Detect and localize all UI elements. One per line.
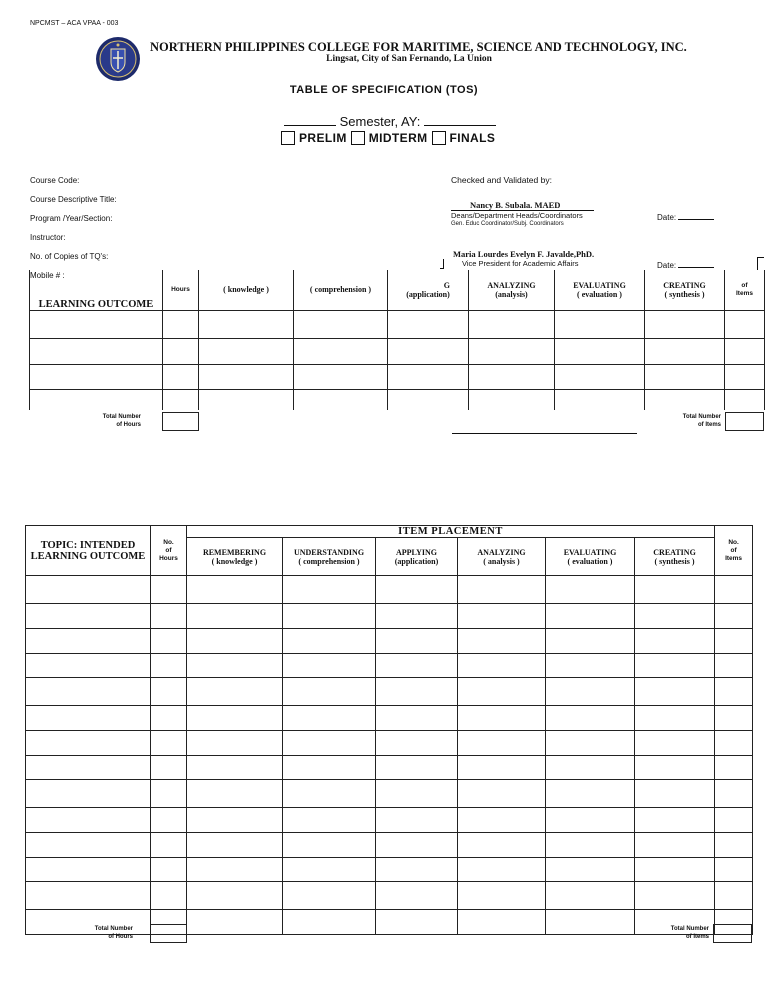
table-cell[interactable] [376, 604, 458, 629]
signer1-sub: Gen. Educ Coordinator/Subj. Coordinators [451, 221, 564, 227]
tos-table-1-body [30, 310, 765, 410]
bloom-level: EVALUATING [563, 547, 617, 557]
table-cell[interactable] [388, 338, 469, 364]
bloom-header-1 [199, 270, 294, 310]
topic-header [30, 270, 163, 310]
table-cell[interactable] [151, 706, 187, 731]
table-cell[interactable] [187, 756, 283, 780]
total-items-line1: Total Number [670, 926, 709, 932]
course-code-field: Course Code: [30, 176, 80, 185]
course-title-field: Course Descriptive Title: [30, 195, 117, 204]
table-cell[interactable] [26, 833, 151, 858]
table-cell[interactable] [151, 833, 187, 858]
table-cell[interactable] [376, 654, 458, 678]
finals-checkbox[interactable] [432, 131, 446, 145]
table1-total-items-box[interactable] [725, 412, 764, 431]
mobile-field: Mobile # : [30, 271, 65, 280]
table-cell[interactable] [187, 833, 283, 858]
bloom-level: G [443, 280, 450, 290]
table-cell[interactable] [151, 604, 187, 629]
table-cell[interactable] [555, 310, 645, 338]
table-cell[interactable] [26, 576, 151, 604]
table-cell[interactable] [376, 678, 458, 706]
bloom-sub: ( evaluation ) [577, 289, 622, 299]
table-cell[interactable] [26, 629, 151, 654]
table-cell[interactable] [26, 808, 151, 833]
table-cell[interactable] [376, 808, 458, 833]
table-cell[interactable] [725, 338, 765, 364]
table-cell[interactable] [635, 858, 715, 882]
table-cell[interactable] [635, 756, 715, 780]
table-cell[interactable] [30, 364, 163, 389]
table-cell[interactable] [187, 604, 283, 629]
table-cell[interactable] [283, 706, 376, 731]
date-label: Date: [657, 213, 677, 222]
bloom-level: APPLYING [395, 547, 438, 557]
table-cell[interactable] [151, 654, 187, 678]
table-row [30, 389, 765, 410]
bloom-sub: ( analysis ) [483, 556, 520, 566]
table-cell[interactable] [163, 364, 199, 389]
tos-table-1-grid [29, 270, 765, 410]
table-cell[interactable] [645, 389, 725, 410]
table-cell[interactable] [635, 808, 715, 833]
table-cell[interactable] [283, 576, 376, 604]
table-cell[interactable] [458, 756, 546, 780]
bloom-level: ANALYZING [487, 280, 536, 290]
items-text: Items [725, 554, 743, 562]
table-cell[interactable] [283, 654, 376, 678]
table-cell[interactable] [715, 678, 753, 706]
instructor-field: Instructor: [30, 233, 66, 242]
table-cell[interactable] [294, 338, 388, 364]
items-text: of [730, 546, 737, 554]
table-cell[interactable] [458, 833, 546, 858]
table-cell[interactable] [458, 629, 546, 654]
address-text: Lingsat, City of San Fernando, La Union [326, 54, 492, 64]
bloom-header-6 [645, 270, 725, 310]
table-cell[interactable] [163, 389, 199, 410]
page-title: TABLE OF SPECIFICATION (TOS) [289, 84, 479, 96]
table-cell[interactable] [635, 833, 715, 858]
signer1-name: Nancy B. Subala. MAED [470, 200, 561, 210]
date-blank[interactable] [678, 259, 714, 268]
table-cell[interactable] [376, 882, 458, 910]
signature-line [452, 433, 637, 434]
table-cell[interactable] [294, 364, 388, 389]
bloom-sub: ( synthesis ) [664, 289, 705, 299]
table-row [26, 756, 753, 780]
table-cell[interactable] [715, 833, 753, 858]
table-row [26, 706, 753, 731]
table-cell[interactable] [283, 604, 376, 629]
table-cell[interactable] [555, 364, 645, 389]
table-cell[interactable] [376, 756, 458, 780]
table-cell[interactable] [546, 858, 635, 882]
table-cell[interactable] [635, 576, 715, 604]
table-cell[interactable] [546, 910, 635, 935]
table-row [26, 731, 753, 756]
table-cell[interactable] [283, 808, 376, 833]
table-cell[interactable] [187, 910, 283, 935]
hours-text: Hours [159, 554, 178, 562]
signer1-date [657, 211, 714, 222]
items-text: Items [736, 289, 753, 297]
table-cell[interactable] [283, 731, 376, 756]
copies-field: No. of Copies of TQ's: [30, 252, 109, 261]
table-row [26, 833, 753, 858]
table-cell[interactable] [635, 678, 715, 706]
midterm-checkbox[interactable] [351, 131, 365, 145]
finals-label: FINALS [449, 131, 496, 145]
table-row [30, 310, 765, 338]
table-cell[interactable] [458, 654, 546, 678]
table-cell[interactable] [546, 576, 635, 604]
prelim-label: PRELIM [299, 131, 347, 145]
bloom-header-5 [546, 538, 635, 576]
table2-total-hours-box[interactable] [150, 924, 187, 943]
table-cell[interactable] [187, 678, 283, 706]
table-cell[interactable] [715, 576, 753, 604]
table-cell[interactable] [283, 629, 376, 654]
table-cell[interactable] [635, 882, 715, 910]
table-cell[interactable] [715, 731, 753, 756]
total-items-line2: of Items [697, 422, 721, 428]
table-cell[interactable] [199, 389, 294, 410]
table-cell[interactable] [546, 882, 635, 910]
academic-year-blank[interactable] [424, 115, 496, 126]
table-cell[interactable] [546, 678, 635, 706]
table-row [26, 604, 753, 629]
table-cell[interactable] [151, 678, 187, 706]
bloom-level: UNDERSTANDING [293, 547, 365, 557]
signer2-name: Maria Lourdes Evelyn F. Javalde,PhD. [453, 249, 595, 259]
bloom-level: CREATING [653, 547, 696, 557]
bracket-mark [440, 259, 444, 269]
bloom-sub: (application) [394, 556, 439, 566]
total-hours-line2: of Hours [108, 934, 133, 940]
table-cell[interactable] [151, 629, 187, 654]
date-blank[interactable] [678, 211, 714, 220]
tos-table-1 [29, 270, 765, 410]
table-cell[interactable] [283, 882, 376, 910]
table-cell[interactable] [715, 808, 753, 833]
table2-total-items-label [628, 925, 709, 941]
table-cell[interactable] [469, 338, 555, 364]
bloom-header-1 [187, 538, 283, 576]
table-cell[interactable] [635, 654, 715, 678]
table-cell[interactable] [458, 882, 546, 910]
table-cell[interactable] [199, 310, 294, 338]
table-cell[interactable] [187, 576, 283, 604]
table-cell[interactable] [546, 654, 635, 678]
total-hours-line2: of Hours [116, 422, 141, 428]
bloom-header-3 [388, 270, 469, 310]
table-cell[interactable] [199, 338, 294, 364]
table-cell[interactable] [635, 629, 715, 654]
table-cell[interactable] [458, 858, 546, 882]
items-text: No. [728, 538, 739, 546]
table-cell[interactable] [546, 780, 635, 808]
table-cell[interactable] [187, 629, 283, 654]
signer2-position: Vice President for Academic Affairs [462, 259, 579, 268]
table-cell[interactable] [26, 678, 151, 706]
table-cell[interactable] [151, 731, 187, 756]
bloom-level: CREATING [663, 280, 706, 290]
hours-text: Hours [171, 285, 190, 293]
table-cell[interactable] [458, 780, 546, 808]
total-hours-line1: Total Number [102, 414, 141, 420]
table-cell[interactable] [546, 833, 635, 858]
table-cell[interactable] [376, 629, 458, 654]
table-cell[interactable] [26, 706, 151, 731]
table-cell[interactable] [555, 338, 645, 364]
hours-header [163, 270, 199, 310]
validation-heading: Checked and Validated by: [451, 175, 552, 185]
prelim-checkbox[interactable] [281, 131, 295, 145]
table-cell[interactable] [26, 882, 151, 910]
table-cell[interactable] [283, 910, 376, 935]
table-row [26, 780, 753, 808]
table-cell[interactable] [376, 910, 458, 935]
table-cell[interactable] [546, 604, 635, 629]
table-cell[interactable] [635, 604, 715, 629]
table-cell[interactable] [458, 604, 546, 629]
bloom-sub: ( knowledge ) [211, 556, 258, 566]
table-cell[interactable] [294, 310, 388, 338]
table-cell[interactable] [458, 678, 546, 706]
table-cell[interactable] [469, 310, 555, 338]
table-cell[interactable] [294, 389, 388, 410]
table2-total-hours-label [32, 925, 133, 941]
table-cell[interactable] [645, 364, 725, 389]
table-cell[interactable] [469, 389, 555, 410]
bloom-header-4 [469, 270, 555, 310]
table-cell[interactable] [725, 364, 765, 389]
college-name: NORTHERN PHILIPPINES COLLEGE FOR MARITIME, SCIENCE AND TECHNOLOGY, INC. [150, 40, 687, 54]
table-row [30, 364, 765, 389]
signer1-position: Deans/Department Heads/Coordinators [451, 211, 583, 220]
table-row [26, 808, 753, 833]
table-cell[interactable] [546, 808, 635, 833]
bloom-level: REMEMBERING [202, 547, 267, 557]
table-cell[interactable] [376, 858, 458, 882]
table-cell[interactable] [26, 731, 151, 756]
table-cell[interactable] [715, 780, 753, 808]
document-code: NPCMST – ACA VPAA - 003 [30, 20, 119, 27]
table-row [26, 882, 753, 910]
college-address [0, 54, 768, 64]
semester-blank[interactable] [284, 115, 336, 126]
items-text: of [741, 281, 748, 289]
bloom-header-5 [555, 270, 645, 310]
table-cell[interactable] [187, 882, 283, 910]
table-cell[interactable] [163, 310, 199, 338]
table-cell[interactable] [26, 756, 151, 780]
table-cell[interactable] [151, 576, 187, 604]
topic-header [26, 526, 151, 576]
table-cell[interactable] [187, 808, 283, 833]
table-cell[interactable] [635, 731, 715, 756]
table-cell[interactable] [458, 731, 546, 756]
table-cell[interactable] [26, 780, 151, 808]
bloom-level: EVALUATING [573, 280, 626, 290]
table-cell[interactable] [635, 706, 715, 731]
midterm-label: MIDTERM [368, 131, 428, 145]
bloom-header-3 [376, 538, 458, 576]
table-cell[interactable] [376, 731, 458, 756]
table-cell[interactable] [388, 389, 469, 410]
table-cell[interactable] [645, 338, 725, 364]
table-cell[interactable] [635, 780, 715, 808]
table-cell[interactable] [151, 808, 187, 833]
table-cell[interactable] [187, 654, 283, 678]
bloom-sub: ( comprehension ) [309, 285, 372, 295]
signer2-date [657, 259, 714, 270]
table-cell[interactable] [715, 629, 753, 654]
table-cell[interactable] [725, 310, 765, 338]
table-cell[interactable] [376, 576, 458, 604]
table-cell[interactable] [187, 858, 283, 882]
corner-mark [757, 257, 764, 270]
bloom-sub: ( synthesis ) [654, 556, 695, 566]
table-cell[interactable] [283, 858, 376, 882]
items-header [715, 526, 753, 576]
table-cell[interactable] [283, 780, 376, 808]
total-items-line2: of Items [685, 934, 709, 940]
table-cell[interactable] [715, 604, 753, 629]
program-field: Program /Year/Section: [30, 214, 113, 223]
table-row [26, 678, 753, 706]
hours-text: of [165, 546, 172, 554]
table1-total-items-label [640, 413, 721, 429]
table-cell[interactable] [645, 310, 725, 338]
bloom-sub: ( evaluation ) [567, 556, 613, 566]
table1-total-hours-label [40, 413, 141, 429]
table-cell[interactable] [26, 858, 151, 882]
table-cell[interactable] [30, 310, 163, 338]
table-cell[interactable] [151, 780, 187, 808]
table-cell[interactable] [163, 338, 199, 364]
table-row [26, 576, 753, 604]
table-cell[interactable] [151, 756, 187, 780]
table-cell[interactable] [187, 731, 283, 756]
table-cell[interactable] [715, 858, 753, 882]
semester-line [284, 114, 496, 129]
table-cell[interactable] [715, 706, 753, 731]
topic-header-text: LEARNING OUTCOME [38, 298, 154, 310]
table-cell[interactable] [546, 629, 635, 654]
bloom-sub: (analysis) [495, 289, 528, 299]
table-cell[interactable] [376, 833, 458, 858]
tos-table-2-body [26, 576, 753, 935]
total-hours-line1: Total Number [94, 926, 133, 932]
table-cell[interactable] [187, 780, 283, 808]
bloom-sub: ( knowledge ) [223, 285, 269, 295]
bloom-sub: (application) [406, 289, 450, 299]
bloom-level: ANALYZING [477, 547, 526, 557]
items-header [725, 270, 765, 310]
hours-header [151, 526, 187, 576]
table-cell[interactable] [376, 706, 458, 731]
table-cell[interactable] [546, 706, 635, 731]
bloom-header-2 [283, 538, 376, 576]
bloom-header-2 [294, 270, 388, 310]
table-cell[interactable] [546, 731, 635, 756]
table-cell[interactable] [283, 678, 376, 706]
table1-total-hours-box[interactable] [162, 412, 199, 431]
table-cell[interactable] [715, 654, 753, 678]
table-row [30, 338, 765, 364]
table-cell[interactable] [546, 756, 635, 780]
table-cell[interactable] [725, 389, 765, 410]
table-cell[interactable] [187, 706, 283, 731]
table2-total-items-box[interactable] [713, 924, 752, 943]
table-cell[interactable] [30, 389, 163, 410]
table-cell[interactable] [376, 780, 458, 808]
table-cell[interactable] [715, 756, 753, 780]
table-cell[interactable] [26, 604, 151, 629]
table-row [26, 858, 753, 882]
bloom-header-4 [458, 538, 546, 576]
table-cell[interactable] [469, 364, 555, 389]
semester-label: Semester, AY: [339, 114, 421, 129]
exam-period-options [281, 131, 499, 145]
table-cell[interactable] [715, 882, 753, 910]
table-cell[interactable] [388, 310, 469, 338]
table-cell[interactable] [388, 364, 469, 389]
table-cell[interactable] [30, 338, 163, 364]
table-cell[interactable] [555, 389, 645, 410]
table-cell[interactable] [283, 833, 376, 858]
table-cell[interactable] [458, 576, 546, 604]
table-cell[interactable] [458, 706, 546, 731]
table-cell[interactable] [151, 858, 187, 882]
table-cell[interactable] [151, 882, 187, 910]
table-cell[interactable] [458, 910, 546, 935]
hours-text: No. [163, 538, 174, 546]
table-row [26, 629, 753, 654]
table-cell[interactable] [283, 756, 376, 780]
table-row [26, 654, 753, 678]
date-label: Date: [657, 261, 677, 270]
table-cell[interactable] [26, 654, 151, 678]
tos-table-2 [25, 525, 753, 935]
topic-header-text: TOPIC: INTENDED LEARNING OUTCOME [30, 539, 146, 562]
bloom-sub: ( comprehension ) [298, 556, 360, 566]
table-cell[interactable] [199, 364, 294, 389]
item-placement-header: ITEM PLACEMENT [187, 526, 715, 538]
bloom-header-6 [635, 538, 715, 576]
table-cell[interactable] [458, 808, 546, 833]
total-items-line1: Total Number [682, 414, 721, 420]
